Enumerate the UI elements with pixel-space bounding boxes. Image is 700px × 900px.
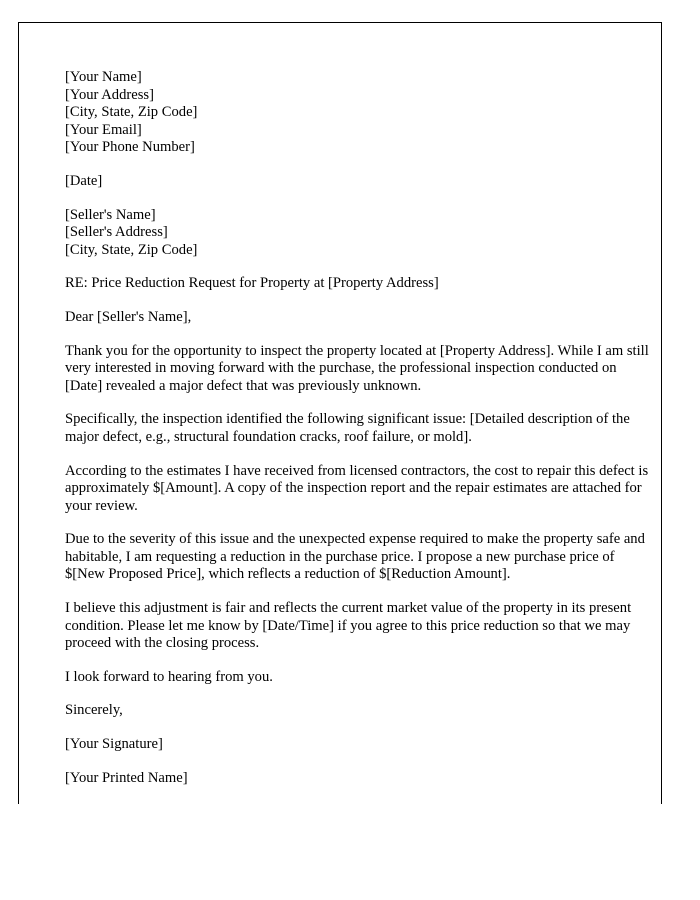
sender-city-state-zip: [City, State, Zip Code] bbox=[65, 104, 198, 121]
paragraph-block-5 bbox=[65, 600, 655, 653]
printed-name-block bbox=[65, 770, 655, 788]
paragraph-block-3 bbox=[65, 463, 655, 516]
closing-block bbox=[65, 702, 655, 720]
signature-line: [Your Signature] bbox=[65, 736, 163, 753]
subject-line: RE: Price Reduction Request for Property at [Property Address] bbox=[65, 275, 439, 292]
document-border-frame bbox=[18, 22, 662, 804]
body-paragraph-2: Specifically, the inspection identified the following significant issue: [Detailed description of the major defect, e.g., structural foundation cracks, roof failure, or mold]. bbox=[65, 411, 634, 445]
salutation-block bbox=[65, 309, 655, 327]
body-paragraph-5: I believe this adjustment is fair and reflects the current market value of the property in its present condition. Please let me know by [Date/Time] if you agree to this price reduction so that we may proceed with the closing process. bbox=[65, 600, 635, 652]
date-line: [Date] bbox=[65, 172, 103, 189]
printed-name-line: [Your Printed Name] bbox=[65, 769, 188, 786]
paragraph-block-1 bbox=[65, 343, 655, 396]
recipient-address-block bbox=[65, 207, 655, 260]
subject-block bbox=[65, 275, 655, 293]
body-paragraph-6: I look forward to hearing from you. bbox=[65, 668, 273, 685]
closing: Sincerely, bbox=[65, 702, 123, 719]
paragraph-block-6 bbox=[65, 669, 655, 687]
recipient-city-state-zip: [City, State, Zip Code] bbox=[65, 241, 198, 258]
body-paragraph-1: Thank you for the opportunity to inspect the property located at [Property Address]. While I am still very interested in moving forward with the purchase, the professional inspection conducted on [Date] revealed a major defect that was previously unknown. bbox=[65, 342, 653, 394]
sender-email: [Your Email] bbox=[65, 121, 142, 138]
sender-address: [Your Address] bbox=[65, 86, 154, 103]
sender-name: [Your Name] bbox=[65, 69, 142, 85]
letter-body bbox=[65, 69, 655, 787]
sender-phone: [Your Phone Number] bbox=[65, 139, 195, 156]
paragraph-block-4 bbox=[65, 531, 655, 584]
recipient-name: [Seller's Name] bbox=[65, 206, 156, 223]
date-block bbox=[65, 173, 655, 191]
body-paragraph-3: According to the estimates I have received from licensed contractors, the cost to repair this defect is approximately $[Amount]. A copy of the inspection report and the repair estimates are attached for your review. bbox=[65, 462, 652, 514]
recipient-address: [Seller's Address] bbox=[65, 224, 168, 241]
salutation: Dear [Seller's Name], bbox=[65, 308, 192, 325]
sender-address-block bbox=[65, 69, 655, 157]
signature-block bbox=[65, 736, 655, 754]
paragraph-block-2 bbox=[65, 411, 655, 446]
body-paragraph-4: Due to the severity of this issue and the unexpected expense required to make the property safe and habitable, I am requesting a reduction in the purchase price. I propose a new purchase price of $[New Proposed Price], which reflects a reduction of $[Reduction Amount]. bbox=[65, 531, 649, 583]
